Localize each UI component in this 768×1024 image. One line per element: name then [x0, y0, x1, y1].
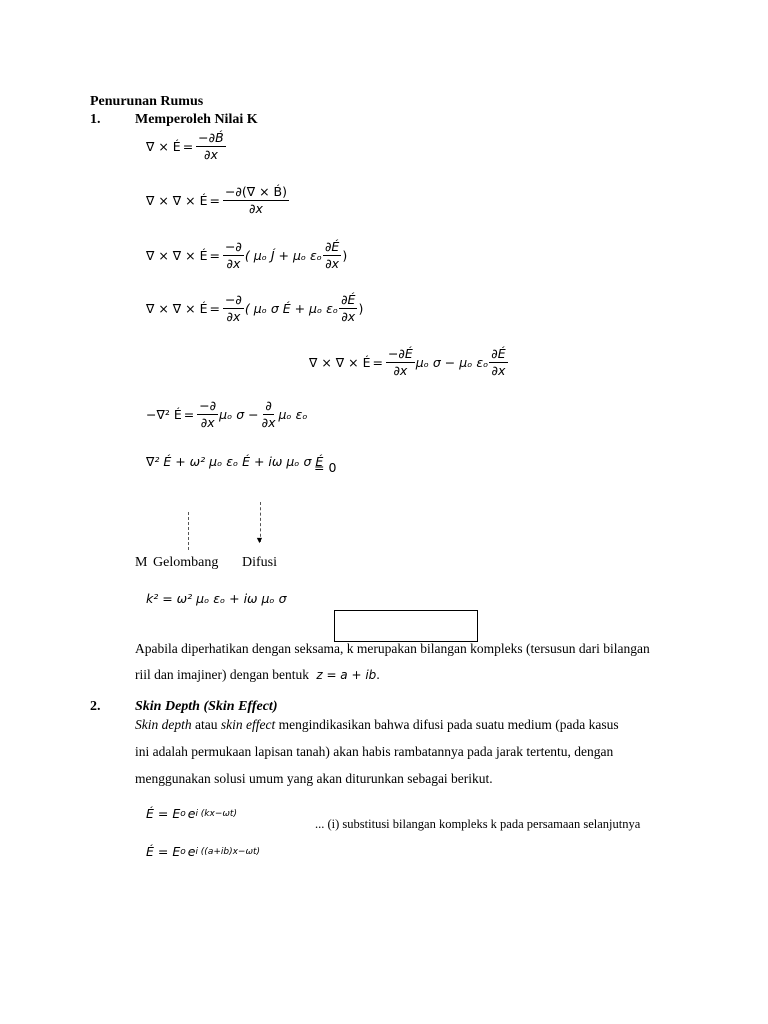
paragraph-1-period: .	[376, 667, 380, 682]
paragraph-1-text: riil dan imajiner) dengan bentuk	[135, 667, 309, 682]
eq-b-den: ∂x	[249, 201, 263, 216]
eq-f-lhs: −∇² É	[146, 407, 182, 422]
section-2-title: Skin Depth (Skin Effect)	[135, 699, 278, 714]
paragraph-2-rest: mengindikasikan bahwa difusi pada suatu medium (pada kasus	[275, 717, 619, 732]
eq-b-lhs: ∇ × ∇ × É	[146, 193, 208, 208]
paragraph-1-line-2	[135, 662, 380, 688]
substitution-note: ... (i) substitusi bilangan kompleks k pada persamaan selanjutnya	[315, 817, 641, 831]
eq-f-num2: ∂	[265, 398, 272, 413]
eq-h-exp: i (kx−ωt)	[195, 808, 237, 819]
equation-double-curl-2: ∇ × ∇ × É = $\frac{-\partial}{\partial x}$ ( μₒ J́ + μₒ εₒ $\frac{\partial É}{\partial x}$ )	[146, 239, 348, 271]
equation-substituted-solution	[146, 844, 260, 859]
eq-d-den: ∂x	[226, 309, 241, 324]
eq-c-den2: ∂x	[325, 256, 340, 271]
eq-e-lhs: ∇ × ∇ × É	[309, 355, 371, 370]
equation-double-curl-3: ∇ × ∇ × É = $\frac{-\partial}{\partial x}$ ( μₒ σ É + μₒ εₒ $\frac{\partial É}{\partial x}$ )	[146, 292, 364, 324]
eq-a-num: −∂B́	[198, 130, 224, 145]
eq-d-num2: ∂É	[341, 292, 356, 307]
eq-h-lhs: É = E	[146, 806, 181, 821]
eq-d-num: −∂	[224, 292, 242, 307]
term-skin-effect: skin effect	[220, 717, 276, 732]
paragraph-2-line-1	[135, 712, 619, 738]
eq-d-lhs: ∇ × ∇ × É	[146, 301, 208, 316]
section-1-title: Memperoleh Nilai K	[135, 112, 258, 127]
paragraph-1-line-1: Apabila diperhatikan dengan seksama, k merupakan bilangan kompleks (tersusun dari bilangan	[135, 641, 650, 656]
eq-d-den2: ∂x	[341, 309, 356, 324]
eq-e-num2: ∂É	[491, 346, 506, 361]
equation-double-curl-4: ∇ × ∇ × É = $\frac{-\partial É}{\partial x}$ μₒ σ − μₒ εₒ $\frac{\partial É}{\partial x}$	[309, 346, 506, 378]
eq-e-den2: ∂x	[491, 363, 506, 378]
eq-c-lhs: ∇ × ∇ × É	[146, 248, 208, 263]
eq-f-mid: μₒ σ −	[219, 407, 259, 422]
label-gelombang: Gelombang	[153, 555, 219, 570]
eq-f-den: ∂x	[200, 415, 215, 430]
dashed-line-left	[188, 512, 189, 550]
section-1-number: 1.	[90, 112, 101, 127]
paragraph-2-line-3: menggunakan solusi umum yang akan diturunkan sebagai berikut.	[135, 771, 493, 786]
eq-g-zero: = 0	[314, 460, 337, 475]
label-difusi: Difusi	[242, 555, 277, 570]
eq-i-lhs: É = E	[146, 844, 181, 859]
eq-f-den2: ∂x	[261, 415, 276, 430]
paragraph-2-line-2: ini adalah permukaan lapisan tanah) akan habis rambatannya pada jarak tertentu, dengan	[135, 744, 614, 759]
equation-wave	[146, 454, 323, 469]
eq-c-close: )	[342, 248, 348, 263]
label-m: M	[135, 555, 148, 570]
term-skin-depth: Skin depth	[135, 717, 192, 732]
eq-d-rest: ( μₒ σ É + μₒ εₒ	[244, 301, 339, 316]
equation-general-solution	[146, 806, 237, 821]
eq-e-num: −∂É	[387, 346, 413, 361]
eq-a-lhs: ∇ × É	[146, 139, 181, 154]
eq-a-den: ∂x	[203, 147, 218, 162]
page-title: Penurunan Rumus	[90, 94, 204, 109]
eq-b-num: −∂(∇ × B́)	[224, 184, 288, 199]
eq-f-num: −∂	[199, 398, 217, 413]
eq-g-expr: ∇² É + ω² μₒ εₒ É + iω μₒ σ É	[146, 454, 324, 469]
eq-h-base: e	[187, 806, 196, 821]
eq-c-rest: ( μₒ J́ + μₒ εₒ	[244, 248, 322, 263]
eq-k-expr: k² = ω² μₒ εₒ + iω μₒ σ	[146, 591, 287, 606]
equation-curl-e: ∇ × É = $\frac{-\partial B́}{\partial x}$	[146, 130, 224, 162]
eq-c-num2: ∂É	[324, 239, 340, 254]
eq-i-sub: o	[180, 846, 186, 857]
eq-c-num: −∂	[224, 239, 242, 254]
eq-i-base: e	[187, 844, 196, 859]
equation-k	[146, 591, 287, 606]
eq-d-close: )	[358, 301, 364, 316]
equation-laplacian: −∇² É = $\frac{-\partial}{\partial x}$ μₒ σ − $\frac{\partial}{\partial x}$ μₒ εₒ	[146, 398, 308, 430]
paragraph-2-connector: atau	[191, 717, 221, 732]
equation-double-curl-1: ∇ × ∇ × É = $\frac{-\partial(\nabla \times B́)}{\partial x}$	[146, 184, 288, 216]
arrow-down-icon: ▼	[255, 535, 264, 545]
eq-f-end: μₒ εₒ	[278, 407, 308, 422]
complex-formula: z = a + ib	[316, 668, 377, 682]
eq-e-den: ∂x	[393, 363, 408, 378]
eq-h-sub: o	[180, 808, 186, 819]
eq-e-mid: μₒ σ − μₒ εₒ	[415, 355, 489, 370]
section-2-number: 2.	[90, 699, 101, 714]
equation-wave-zero	[314, 460, 336, 475]
eq-c-den: ∂x	[226, 256, 241, 271]
eq-i-exp: i ((a+ib)x−ωt)	[195, 846, 261, 857]
